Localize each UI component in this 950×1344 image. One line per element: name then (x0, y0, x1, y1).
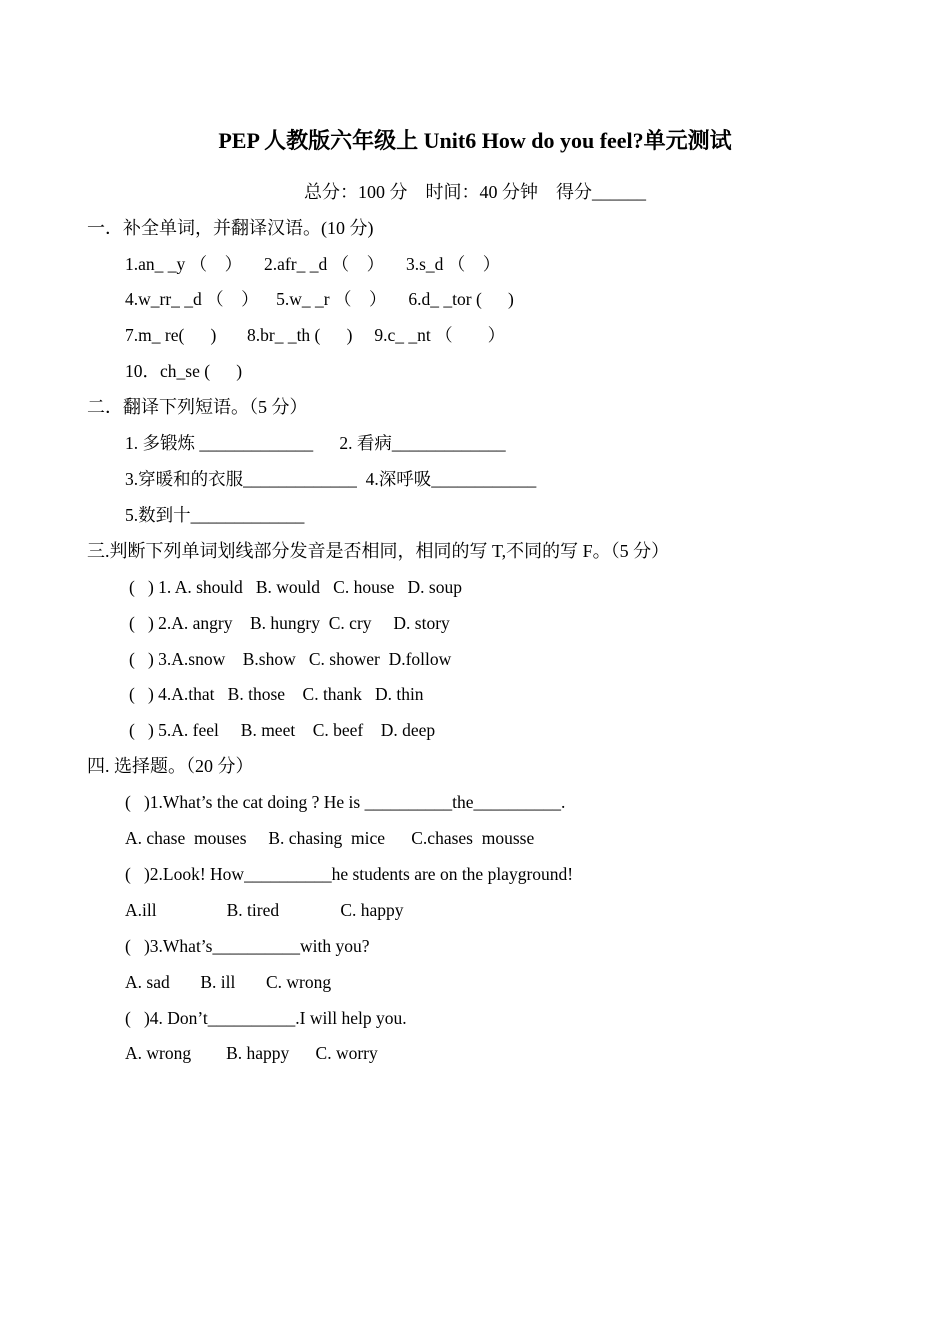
section-4-line-5: ( )3.What’s__________with you? (125, 936, 370, 956)
section-4-line-8: A. wrong B. happy C. worry (125, 1043, 378, 1063)
section-1-heading: 一．补全单词，并翻译汉语。(10 分) (87, 218, 374, 238)
section-2-line-2: 3.穿暖和的衣服_____________ 4.深呼吸____________ (125, 469, 537, 489)
section-3-line-1: ( ) 1. A. should B. would C. house D. soup (129, 577, 462, 597)
section-1-line-3: 7.m_ re( ) 8.br_ _th ( ) 9.c_ _nt （ ） (125, 325, 506, 345)
section-2-line-3: 5.数到十_____________ (125, 505, 305, 525)
section-4-heading: 四. 选择题。（20 分） (87, 756, 254, 776)
section-1-line-1: 1.an_ _y （ ） 2.afr_ _d （ ） 3.s_d （ ） (125, 254, 501, 274)
section-4-line-2: A. chase mouses B. chasing mice C.chases mousse (125, 828, 535, 848)
section-4-line-7: ( )4. Don’t__________.I will help you. (125, 1008, 407, 1028)
section-4-line-1: ( )1.What’s the cat doing ? He is __________the__________. (125, 792, 566, 812)
section-2-line-1: 1. 多锻炼 _____________ 2. 看病_____________ (125, 433, 506, 453)
section-4-line-6: A. sad B. ill C. wrong (125, 972, 332, 992)
section-4-line-3: ( )2.Look! How__________he students are on the playground! (125, 864, 574, 884)
section-1-line-2: 4.w_rr_ _d （ ） 5.w_ _r （ ） 6.d_ _tor ( ) (125, 289, 514, 309)
section-3-line-2: ( ) 2.A. angry B. hungry C. cry D. story (129, 613, 450, 633)
section-3-line-4: ( ) 4.A.that B. those C. thank D. thin (129, 684, 424, 704)
section-3-line-5: ( ) 5.A. feel B. meet C. beef D. deep (129, 720, 436, 740)
section-3-heading: 三.判断下列单词划线部分发音是否相同，相同的写 T,不同的写 F。（5 分） (87, 541, 670, 561)
section-3-line-3: ( ) 3.A.snow B.show C. shower D.follow (129, 649, 452, 669)
test-meta: 总分：100 分 时间：40 分钟 得分______ (304, 182, 646, 202)
section-1-line-4: 10．ch_se ( ) (125, 361, 243, 381)
section-4-line-4: A.ill B. tired C. happy (125, 900, 404, 920)
page-title: PEP 人教版六年级上 Unit6 How do you feel?单元测试 (218, 128, 732, 153)
section-2-heading: 二．翻译下列短语。（5 分） (87, 397, 308, 417)
